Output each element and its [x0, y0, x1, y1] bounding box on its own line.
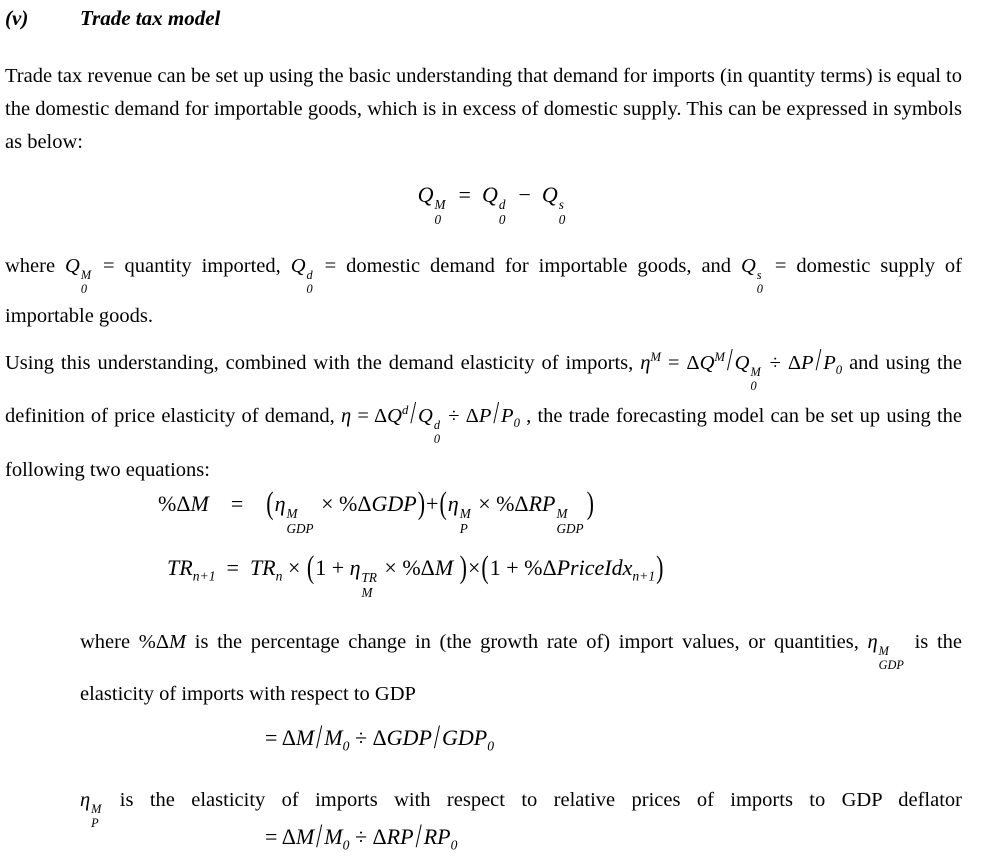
- paragraph-where-pct-delta-m: where %ΔM is the percentage change in (the growth rate of) import values, or quantities, η M GDP is the elasticity of imports with respect to GDP: [80, 631, 962, 706]
- paragraph-intro: Trade tax revenue can be set up using the basic understanding that demand for imports (in quantity terms) is equal to the domestic demand for importable goods, which is in excess of domestic supply. This can be expressed in symbols as below:: [5, 65, 962, 153]
- section-number: (v): [5, 6, 29, 30]
- paragraph-elasticity-setup: Using this understanding, combined with the demand elasticity of imports, $\eta^M = \Delta Q^M/Q$ M 0 ÷ $\Delta P/P_0$ and using the definition of price elasticity of demand, $\eta = \Delta Q^d/Q$ d 0 ÷ $\Delta P/P_0$ , the trade forecasting model can be set up using the following two equations:: [5, 343, 962, 481]
- equation-pct-delta-m: %ΔM = (η M GDP × %ΔGDP)+(η M P × %ΔRP M GDP ): [158, 484, 594, 537]
- equation-trade-revenue: $TR_{n+1}$ = $TR_n \times (1 + \eta$ TR M × %ΔM )×(1 + %ΔPriceIdx$_{n+1}$): [167, 548, 664, 601]
- section-title: Trade tax model: [80, 6, 221, 30]
- equation-gdp-elasticity: = $\Delta M/M_0 \div \Delta GDP/GDP_0$: [265, 716, 495, 756]
- equation-imports-identity: Q M 0 = Q d 0 − Q s 0: [417, 182, 566, 228]
- section-heading: [5, 6, 220, 31]
- paragraph-price-elasticity: η M P is the elasticity of imports with respect to relative prices of imports to GDP deflator: [80, 789, 962, 830]
- equation-price-elasticity-cutoff: = $\Delta M/M_0 \div \Delta RP/RP_0$: [265, 815, 458, 855]
- paragraph-variable-definitions: where Q M 0 = quantity imported, Q d 0 = domestic demand for importable goods, and Q s 0 = domestic supply of importable goods.: [5, 255, 962, 328]
